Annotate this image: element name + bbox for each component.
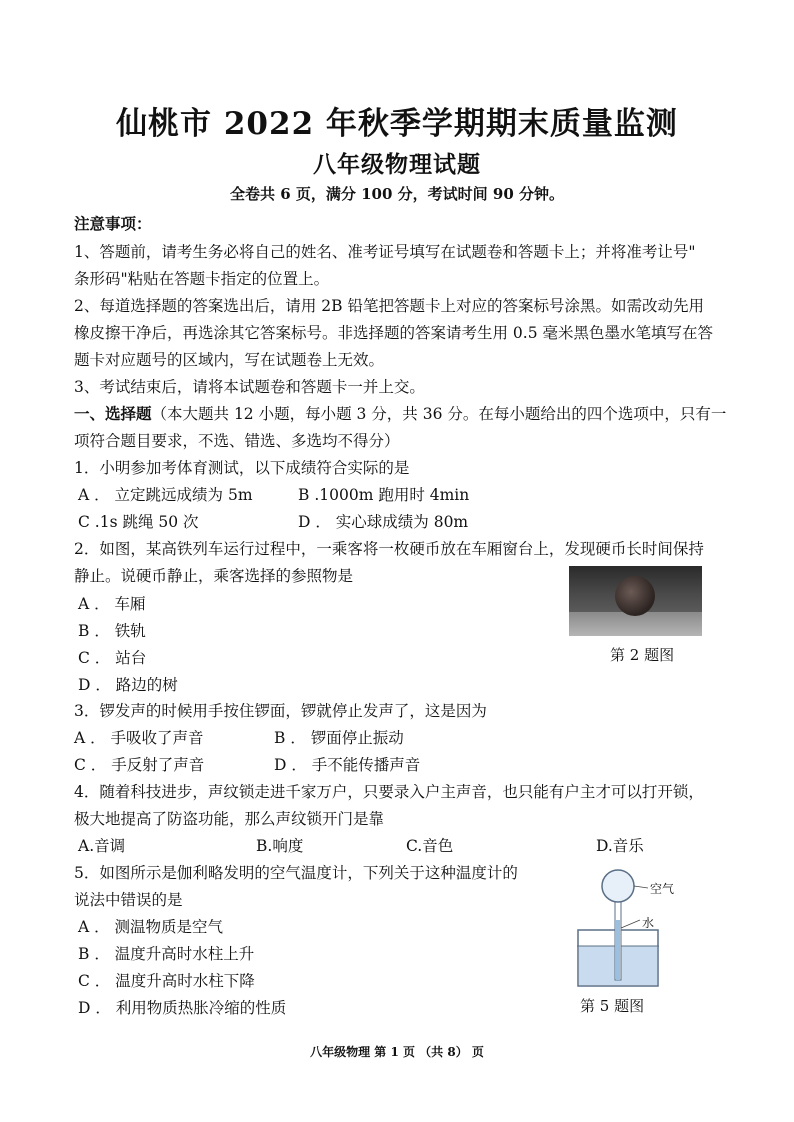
question-2-stem-cont: 静止。说硬币静止，乘客选择的参照物是	[74, 567, 354, 585]
q5-option-b: B ． 温度升高时水柱上升	[78, 945, 255, 963]
q3-option-d: D ． 手不能传播声音	[274, 756, 421, 774]
q3-option-c: C ． 手反射了声音	[74, 756, 205, 774]
glass-bulb	[602, 870, 634, 902]
q3-option-a: A ． 手吸收了声音	[74, 729, 204, 747]
notes-line: 题卡对应题号的区域内，写在试题卷上无效。	[74, 351, 385, 369]
exam-info: 全卷共 6 页，满分 100 分，考试时间 90 分钟。	[230, 185, 564, 203]
question-5-stem: 5．如图所示是伽利略发明的空气温度计，下列关于这种温度计的	[74, 864, 518, 882]
question-3-stem: 3．锣发声的时候用手按住锣面，锣就停止发声了，这是因为	[74, 702, 487, 720]
section-heading: 一、选择题	[74, 404, 152, 423]
q1-option-b: B .1000m 跑用时 4min	[298, 486, 470, 504]
air-label-leader	[634, 886, 648, 888]
q4-option-d: D.音乐	[596, 837, 644, 855]
label-water: 水	[642, 916, 655, 930]
label-air: 空气	[650, 882, 675, 896]
figure-2-caption: 第 2 题图	[610, 646, 675, 664]
water-label-leader	[621, 920, 640, 928]
q2-option-c: C ． 站台	[78, 649, 147, 667]
question-5-stem-cont: 说法中错误的是	[74, 891, 183, 909]
q4-option-b: B.响度	[256, 837, 304, 855]
q5-option-c: C ． 温度升高时水柱下降	[78, 972, 255, 990]
water-column	[616, 920, 620, 980]
notes-line: 橡皮擦干净后，再选涂其它答案标号。非选择题的答案请考生用 0.5 毫米黑色墨水笔填写在答	[74, 324, 714, 342]
question-4-stem-cont: 极大地提高了防盗功能，那么声纹锁开门是靠	[74, 810, 385, 828]
q1-option-c: C .1s 跳绳 50 次	[78, 513, 199, 531]
coin	[615, 576, 655, 616]
figure-5-caption: 第 5 题图	[580, 997, 645, 1015]
section-desc-cont: 项符合题目要求，不选、错选、多选均不得分）	[74, 432, 400, 450]
question-2-stem: 2．如图，某高铁列车运行过程中，一乘客将一枚硬币放在车厢窗台上，发现硬币长时间保持	[74, 540, 704, 558]
section-desc: （本大题共 12 小题，每小题 3 分，共 36 分。在每小题给出的四个选项中，只有一	[151, 405, 727, 423]
page-subtitle: 八年级物理试题	[313, 151, 481, 178]
q1-option-d: D ． 实心球成绩为 80m	[298, 513, 469, 531]
question-1-stem: 1．小明参加考体育测试，以下成绩符合实际的是	[74, 459, 410, 477]
q2-option-b: B ． 铁轨	[78, 622, 146, 640]
q4-option-a: A.音调	[78, 837, 126, 855]
q5-option-a: A ． 测温物质是空气	[78, 918, 224, 936]
q3-option-b: B ． 锣面停止振动	[274, 729, 404, 747]
notes-line: 2、每道选择题的答案选出后，请用 2B 铅笔把答题卡上对应的答案标号涂黑。如需改动先用	[74, 297, 704, 315]
coin-on-windowsill-photo	[569, 566, 702, 636]
notes-line: 3、考试结束后，请将本试题卷和答题卡一并上交。	[74, 378, 425, 396]
section-heading-line	[74, 402, 726, 424]
q2-option-a: A ． 车厢	[78, 595, 146, 613]
notes-line: 条形码"粘贴在答题卡指定的位置上。	[74, 270, 330, 288]
page-title: 仙桃市 2022 年秋季学期期末质量监测	[116, 106, 678, 142]
q2-option-d: D ． 路边的树	[78, 676, 178, 694]
notes-heading: 注意事项：	[74, 214, 152, 233]
page-footer: 八年级物理 第 1 页 （共 8） 页	[310, 1045, 484, 1059]
q5-option-d: D ． 利用物质热胀冷缩的性质	[78, 999, 287, 1017]
q1-option-a: A ． 立定跳远成绩为 5m	[78, 486, 253, 504]
notes-line: 1、答题前，请考生务必将自己的姓名、准考证号填写在试题卷和答题卡上；并将准考让号"	[74, 243, 696, 261]
question-4-stem: 4．随着科技进步，声纹锁走进千家万户，只要录入户主声音，也只能有户主才可以打开锁，	[74, 783, 704, 801]
q4-option-c: C.音色	[406, 837, 454, 855]
